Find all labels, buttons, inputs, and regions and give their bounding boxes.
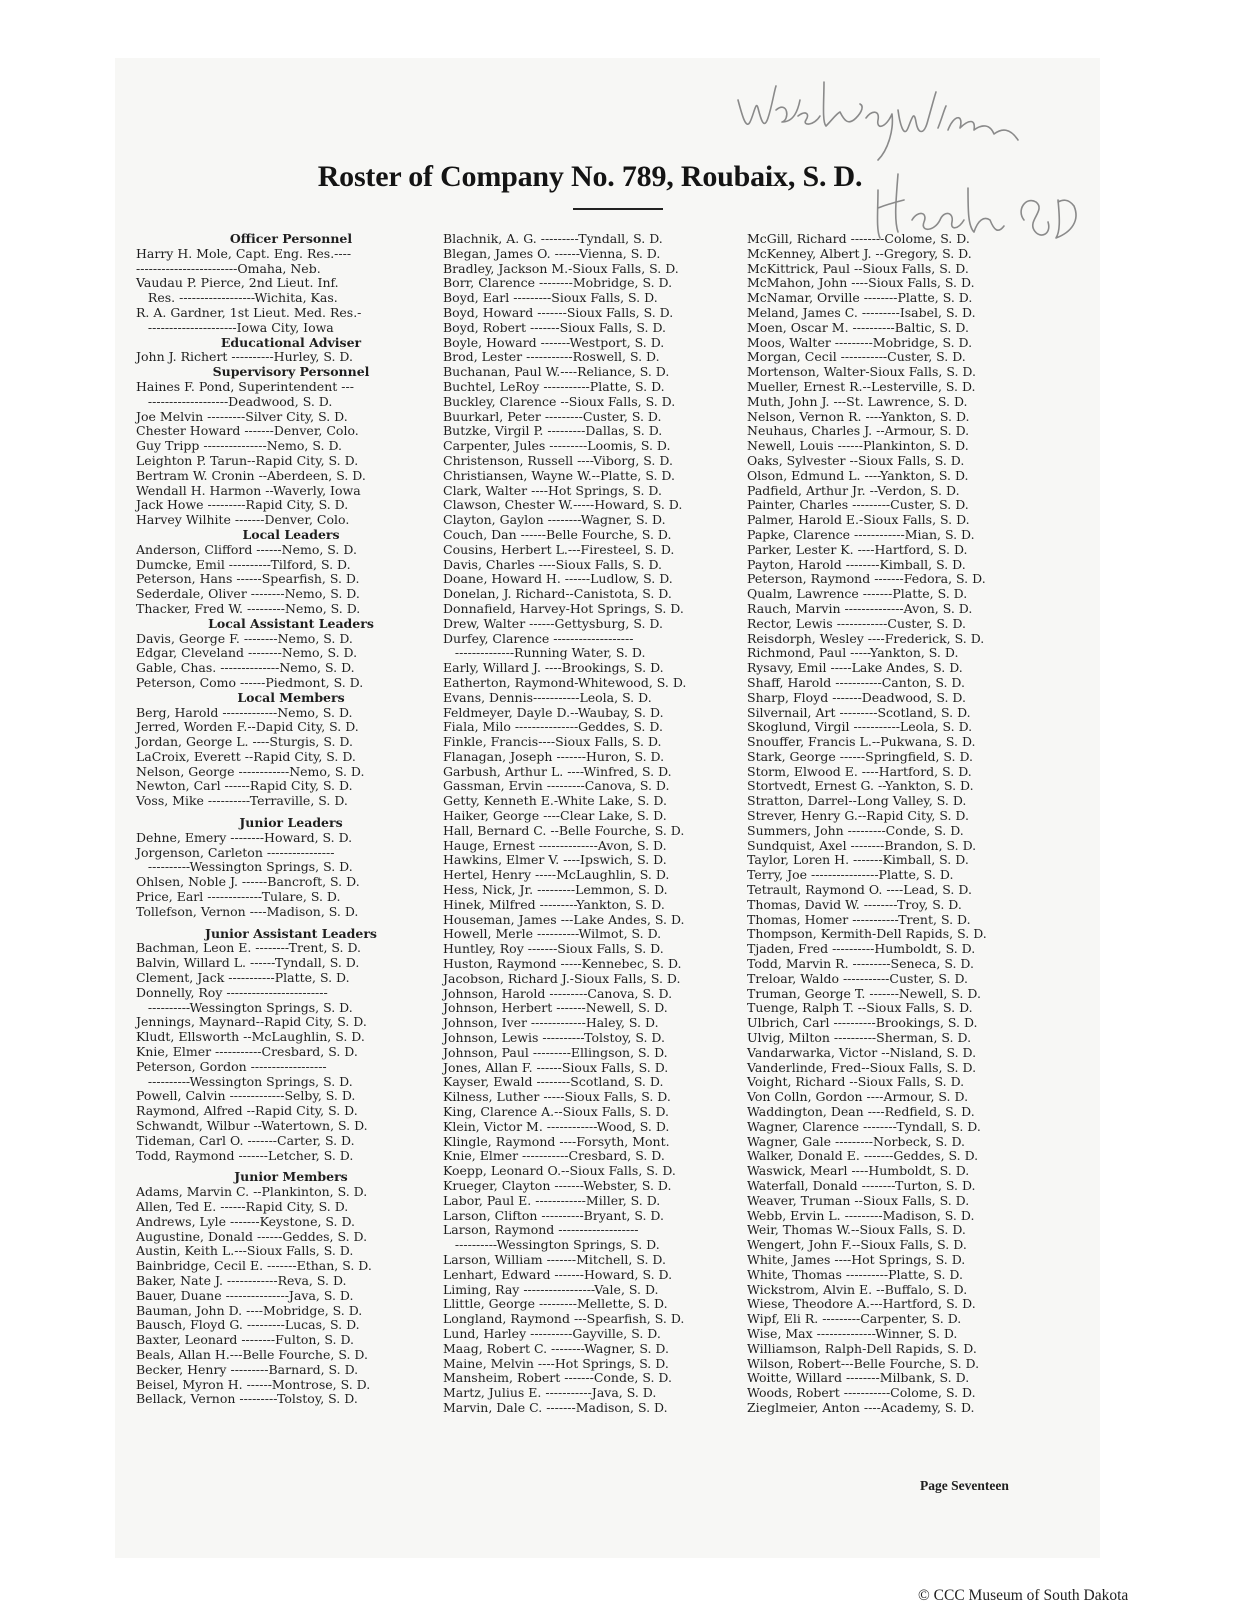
roster-entry: Res. ------------------Wichita, Kas.: [136, 290, 338, 306]
roster-entry: ----------Wessington Springs, S. D.: [136, 859, 353, 875]
roster-entry: Stortvedt, Ernest G. --Yankton, S. D.: [747, 778, 974, 794]
roster-entry: Hess, Nick, Jr. ---------Lemmon, S. D.: [443, 882, 668, 898]
roster-entry: Haiker, George ----Clear Lake, S. D.: [443, 808, 667, 824]
roster-entry: Vaudau P. Pierce, 2nd Lieut. Inf.: [136, 275, 339, 291]
roster-entry: Qualm, Lawrence -------Platte, S. D.: [747, 586, 968, 602]
roster-entry: Bauman, John D. ----Mobridge, S. D.: [136, 1302, 363, 1318]
roster-entry: Clawson, Chester W.-----Howard, S. D.: [443, 497, 683, 513]
roster-entry: Bellack, Vernon ---------Tolstoy, S. D.: [136, 1391, 358, 1407]
roster-entry: Llittle, George ---------Mellette, S. D.: [443, 1296, 668, 1312]
roster-entry: Strever, Henry G.--Rapid City, S. D.: [747, 808, 969, 824]
roster-entry: Bachman, Leon E. --------Trent, S. D.: [136, 940, 361, 956]
roster-entry: Meland, James C. ---------Isabel, S. D.: [747, 304, 976, 320]
roster-entry: Padfield, Arthur Jr. --Verdon, S. D.: [747, 482, 960, 498]
roster-entry: Feldmeyer, Dayle D.--Waubay, S. D.: [443, 704, 664, 720]
roster-entry: Wiese, Theodore A.---Hartford, S. D.: [747, 1296, 976, 1312]
roster-entry: Baker, Nate J. ------------Reva, S. D.: [136, 1272, 347, 1288]
roster-entry: Palmer, Harold E.-Sioux Falls, S. D.: [747, 512, 970, 528]
roster-entry: Koepp, Leonard O.--Sioux Falls, S. D.: [443, 1163, 676, 1179]
roster-entry: Vanderlinde, Fred--Sioux Falls, S. D.: [747, 1059, 977, 1075]
roster-entry: Jones, Allan F. ------Sioux Falls, S. D.: [443, 1059, 669, 1075]
roster-entry: Dumcke, Emil ----------Tilford, S. D.: [136, 556, 351, 572]
roster-entry: Hall, Bernard C. --Belle Fourche, S. D.: [443, 822, 685, 838]
roster-entry: King, Clarence A.--Sioux Falls, S. D.: [443, 1104, 670, 1120]
roster-entry: Harvey Wilhite -------Denver, Colo.: [136, 512, 350, 528]
roster-entry: Howell, Merle ----------Wilmot, S. D.: [443, 926, 662, 942]
roster-entry: McKittrick, Paul --Sioux Falls, S. D.: [747, 260, 969, 276]
roster-entry: Durfey, Clarence -------------------: [443, 630, 634, 646]
roster-entry: Johnson, Iver -------------Haley, S. D.: [443, 1015, 659, 1031]
roster-entry: Terry, Joe ----------------Platte, S. D.: [747, 867, 954, 883]
roster-entry: Larson, Clifton ----------Bryant, S. D.: [443, 1207, 664, 1223]
roster-entry: Raymond, Alfred --Rapid City, S. D.: [136, 1103, 358, 1119]
roster-entry: Rauch, Marvin --------------Avon, S. D.: [747, 600, 973, 616]
roster-entry: Clement, Jack -----------Platte, S. D.: [136, 970, 350, 986]
roster-entry: Bertram W. Cronin --Aberdeen, S. D.: [136, 467, 366, 483]
roster-entry: Huston, Raymond -----Kennebec, S. D.: [443, 956, 682, 972]
section-heading: Junior Members: [234, 1169, 348, 1185]
roster-entry: Mortenson, Walter-Sioux Falls, S. D.: [747, 364, 976, 380]
roster-entry: Garbush, Arthur L. ----Winfred, S. D.: [443, 763, 672, 779]
roster-entry: Klein, Victor M. ------------Wood, S. D.: [443, 1118, 670, 1134]
section-heading: Local Members: [237, 689, 345, 705]
roster-entry: Voss, Mike ----------Terraville, S. D.: [136, 793, 348, 809]
roster-entry: Hawkins, Elmer V. ----Ipswich, S. D.: [443, 852, 667, 868]
page-number: Page Seventeen: [920, 1478, 1009, 1493]
roster-entry: LaCroix, Everett --Rapid City, S. D.: [136, 748, 356, 764]
roster-entry: Boyd, Robert -------Sioux Falls, S. D.: [443, 319, 667, 335]
roster-entry: Mansheim, Robert -------Conde, S. D.: [443, 1370, 672, 1386]
roster-entry: Price, Earl -------------Tulare, S. D.: [136, 889, 341, 905]
roster-entry: Longland, Raymond ---Spearfish, S. D.: [443, 1311, 685, 1327]
roster-entry: Beisel, Myron H. ------Montrose, S. D.: [136, 1376, 371, 1392]
roster-entry: Gassman, Ervin ---------Canova, S. D.: [443, 778, 670, 794]
roster-entry: Hertel, Henry -----McLaughlin, S. D.: [443, 867, 670, 883]
roster-entry: Newell, Louis ------Plankinton, S. D.: [747, 438, 969, 454]
roster-entry: Kilness, Luther -----Sioux Falls, S. D.: [443, 1089, 671, 1105]
roster-entry: Cousins, Herbert L.---Firesteel, S. D.: [443, 541, 675, 557]
roster-entry: Knie, Elmer -----------Cresbard, S. D.: [136, 1044, 358, 1060]
roster-entry: Davis, George F. --------Nemo, S. D.: [136, 630, 353, 646]
roster-entry: -------------------Deadwood, S. D.: [136, 393, 333, 409]
roster-entry: Rector, Lewis ------------Custer, S. D.: [747, 615, 966, 631]
roster-entry: Tjaden, Fred ----------Humboldt, S. D.: [747, 941, 976, 957]
roster-entry: Kayser, Ewald --------Scotland, S. D.: [443, 1074, 664, 1090]
roster-entry: Treloar, Waldo -----------Custer, S. D.: [747, 970, 969, 986]
roster-entry: Wendall H. Harmon --Waverly, Iowa: [136, 482, 361, 498]
roster-entry: McGill, Richard --------Colome, S. D.: [747, 231, 970, 246]
roster-entry: Maag, Robert C. --------Wagner, S. D.: [443, 1340, 669, 1356]
roster-entry: Boyd, Earl ---------Sioux Falls, S. D.: [443, 290, 658, 306]
roster-entry: Tetrault, Raymond O. ----Lead, S. D.: [747, 882, 972, 898]
roster-entry: Knie, Elmer -----------Cresbard, S. D.: [443, 1148, 665, 1164]
roster-entry: Sederdale, Oliver --------Nemo, S. D.: [136, 586, 360, 602]
roster-entry: Waswick, Mearl ----Humboldt, S. D.: [747, 1163, 970, 1179]
roster-entry: Flanagan, Joseph -------Huron, S. D.: [443, 748, 665, 764]
roster-entry: Voight, Richard --Sioux Falls, S. D.: [747, 1074, 965, 1090]
roster-entry: Todd, Raymond -------Letcher, S. D.: [136, 1147, 354, 1163]
roster-entry: Edgar, Cleveland --------Nemo, S. D.: [136, 645, 358, 661]
roster-entry: Buchtel, LeRoy -----------Platte, S. D.: [443, 378, 665, 394]
roster-entry: Ulbrich, Carl ----------Brookings, S. D.: [747, 1015, 978, 1031]
roster-entry: Waterfall, Donald --------Turton, S. D.: [747, 1178, 976, 1193]
roster-entry: Couch, Dan ------Belle Fourche, S. D.: [443, 526, 672, 542]
roster-entry: Chester Howard -------Denver, Colo.: [136, 423, 359, 439]
roster-entry: Tuenge, Ralph T. --Sioux Falls, S. D.: [747, 1000, 973, 1016]
roster-entry: Williamson, Ralph-Dell Rapids, S. D.: [747, 1340, 977, 1356]
roster-entry: White, Thomas ----------Platte, S. D.: [747, 1266, 963, 1282]
roster-entry: Walker, Donald E. -------Geddes, S. D.: [747, 1148, 979, 1164]
roster-entry: Becker, Henry ---------Barnard, S. D.: [136, 1361, 359, 1377]
roster-entry: Liming, Ray -----------------Vale, S. D.: [443, 1281, 659, 1297]
section-heading: Officer Personnel: [229, 231, 353, 246]
roster-entry: Christenson, Russell ----Viborg, S. D.: [443, 452, 673, 468]
roster-entry: Martz, Julius E. -----------Java, S. D.: [443, 1385, 657, 1401]
roster-entry: Huntley, Roy -------Sioux Falls, S. D.: [443, 941, 664, 957]
roster-entry: Truman, George T. -------Newell, S. D.: [747, 985, 981, 1001]
roster-entry: Donelan, J. Richard--Canistota, S. D.: [443, 586, 672, 602]
roster-entry: Morgan, Cecil -----------Custer, S. D.: [747, 349, 966, 365]
roster-entry: Carpenter, Jules ---------Loomis, S. D.: [443, 438, 671, 454]
roster-entry: Wilson, Robert---Belle Fourche, S. D.: [747, 1355, 980, 1371]
roster-entry: Buchanan, Paul W.----Reliance, S. D.: [443, 364, 670, 380]
roster-entry: Moos, Walter ---------Mobridge, S. D.: [747, 334, 973, 350]
roster-entry: Labor, Paul E. ------------Miller, S. D.: [443, 1192, 661, 1208]
roster-entry: Reisdorph, Wesley ----Frederick, S. D.: [747, 630, 985, 646]
roster-entry: Stark, George ------Springfield, S. D.: [747, 748, 974, 764]
roster-entry: Guy Tripp ---------------Nemo, S. D.: [136, 438, 342, 454]
roster-entry: Adams, Marvin C. --Plankinton, S. D.: [136, 1184, 368, 1200]
roster-entry: Von Colln, Gordon ----Armour, S. D.: [747, 1089, 969, 1105]
roster-entry: Klingle, Raymond ----Forsyth, Mont.: [443, 1133, 670, 1149]
roster-entry: R. A. Gardner, 1st Lieut. Med. Res.-: [136, 304, 362, 320]
roster-entry: Taylor, Loren H. -------Kimball, S. D.: [747, 852, 969, 868]
roster-entry: Lund, Harley ----------Gayville, S. D.: [443, 1325, 661, 1341]
roster-entry: Donnafield, Harvey-Hot Springs, S. D.: [443, 600, 684, 616]
roster-entry: Fiala, Milo ---------------Geddes, S. D.: [443, 719, 663, 735]
roster-entry: Payton, Harold --------Kimball, S. D.: [747, 556, 966, 572]
roster-entry: ------------------------Omaha, Neb.: [136, 260, 321, 276]
roster-entry: Hinek, Milfred ---------Yankton, S. D.: [443, 896, 665, 912]
roster-entry: Baxter, Leonard --------Fulton, S. D.: [136, 1332, 355, 1348]
roster-entry: Stratton, Darrel--Long Valley, S. D.: [747, 793, 967, 809]
roster-entry: Woitte, Willard --------Milbank, S. D.: [747, 1370, 970, 1386]
roster-entry: ----------Wessington Springs, S. D.: [443, 1237, 660, 1253]
roster-entry: Gable, Chas. --------------Nemo, S. D.: [136, 660, 355, 676]
roster-entry: Kludt, Ellsworth --McLaughlin, S. D.: [136, 1029, 365, 1045]
section-heading: Local Assistant Leaders: [208, 615, 374, 631]
section-heading: Educational Adviser: [220, 334, 362, 350]
roster-entry: Blegan, James O. ------Vienna, S. D.: [443, 245, 661, 261]
roster-entry: Jerred, Worden F.--Dapid City, S. D.: [136, 719, 359, 735]
roster-entry: Leighton P. Tarun--Rapid City, S. D.: [136, 452, 359, 468]
roster-entry: Johnson, Herbert -------Newell, S. D.: [443, 1000, 668, 1016]
roster-entry: Jack Howe ---------Rapid City, S. D.: [136, 497, 349, 513]
roster-entry: Johnson, Harold ---------Canova, S. D.: [443, 985, 673, 1001]
section-heading: Junior Leaders: [239, 815, 343, 831]
roster-entry: ---------------------Iowa City, Iowa: [136, 319, 334, 335]
roster-entry: Bausch, Floyd G. ---------Lucas, S. D.: [136, 1317, 360, 1333]
roster-entry: Larson, Raymond -------------------: [443, 1222, 639, 1238]
roster-entry: Balvin, Willard L. ------Tyndall, S. D.: [136, 955, 360, 971]
roster-entry: Storm, Elwood E. ----Hartford, S. D.: [747, 763, 972, 779]
roster-entry: Snouffer, Francis L.--Pukwana, S. D.: [747, 734, 976, 750]
roster-entry: Thomas, Homer -----------Trent, S. D.: [747, 911, 971, 927]
roster-entry: Johnson, Paul ---------Ellingson, S. D.: [443, 1044, 668, 1060]
roster-entry: Vandarwarka, Victor --Nisland, S. D.: [747, 1044, 977, 1060]
roster-entry: --------------Running Water, S. D.: [443, 645, 646, 661]
roster-entry: Sharp, Floyd -------Deadwood, S. D.: [747, 689, 966, 705]
roster-entry: McNamar, Orville --------Platte, S. D.: [747, 290, 973, 306]
roster-entry: Bainbridge, Cecil E. -------Ethan, S. D.: [136, 1258, 372, 1274]
roster-entry: Dehne, Emery --------Howard, S. D.: [136, 829, 353, 845]
roster-entry: Davis, Charles ----Sioux Falls, S. D.: [443, 556, 663, 572]
roster-entry: Muth, John J. ---St. Lawrence, S. D.: [747, 393, 968, 409]
roster-entry: Andrews, Lyle -------Keystone, S. D.: [136, 1213, 356, 1229]
roster-entry: Joe Melvin ---------Silver City, S. D.: [136, 408, 348, 424]
roster-entry: Christiansen, Wayne W.--Platte, S. D.: [443, 467, 675, 483]
roster-entry: Eatherton, Raymond-Whitewood, S. D.: [443, 674, 687, 690]
roster-entry: Shaff, Harold -----------Canton, S. D.: [747, 674, 965, 690]
roster-entry: Nelson, George ------------Nemo, S. D.: [136, 763, 365, 779]
roster-entry: Thacker, Fred W. ---------Nemo, S. D.: [136, 600, 361, 616]
roster-entry: Buckley, Clarence --Sioux Falls, S. D.: [443, 393, 676, 409]
roster-entry: Painter, Charles ---------Custer, S. D.: [747, 497, 969, 513]
roster-entry: Austin, Keith L.---Sioux Falls, S. D.: [136, 1243, 354, 1259]
roster-entry: Marvin, Dale C. -------Madison, S. D.: [443, 1399, 668, 1415]
roster-entry: Harry H. Mole, Capt. Eng. Res.----: [136, 245, 352, 261]
roster-entry: Boyle, Howard -------Westport, S. D.: [443, 334, 665, 350]
roster-entry: Schwandt, Wilbur --Watertown, S. D.: [136, 1118, 368, 1134]
roster-entry: Todd, Marvin R. ---------Seneca, S. D.: [747, 956, 974, 972]
roster-entry: ----------Wessington Springs, S. D.: [136, 999, 353, 1015]
roster-entry: Wagner, Clarence --------Tyndall, S. D.: [747, 1118, 981, 1134]
roster-entry: Wipf, Eli R. ---------Carpenter, S. D.: [747, 1311, 962, 1327]
roster-entry: Peterson, Como ------Piedmont, S. D.: [136, 674, 364, 690]
roster-entry: Donnelly, Roy ------------------------: [136, 984, 328, 1000]
roster-entry: John J. Richert ----------Hurley, S. D.: [136, 349, 353, 365]
roster-entry: Johnson, Lewis ----------Tolstoy, S. D.: [443, 1030, 665, 1046]
roster-entry: Wengert, John F.--Sioux Falls, S. D.: [747, 1237, 967, 1253]
roster-entry: Beals, Allan H.---Belle Fourche, S. D.: [136, 1346, 368, 1362]
roster-entry: Richmond, Paul -----Yankton, S. D.: [747, 645, 959, 661]
section-heading: Supervisory Personnel: [212, 364, 370, 380]
roster-entry: Bradley, Jackson M.-Sioux Falls, S. D.: [443, 260, 679, 276]
copyright-notice: © CCC Museum of South Dakota: [918, 1587, 1129, 1604]
roster-entry: Doane, Howard H. ------Ludlow, S. D.: [443, 571, 673, 587]
roster-entry: Peterson, Gordon ------------------: [136, 1058, 327, 1074]
roster-entry: Larson, William -------Mitchell, S. D.: [443, 1251, 666, 1267]
roster-entry: Clayton, Gaylon --------Wagner, S. D.: [443, 512, 666, 528]
roster-entry: Jorgenson, Carleton ----------------: [136, 844, 335, 860]
roster-entry: Wise, Max --------------Winner, S. D.: [747, 1325, 958, 1341]
roster-entry: Skoglund, Virgil -----------Leola, S. D.: [747, 719, 973, 735]
roster-entry: Oaks, Sylvester --Sioux Falls, S. D.: [747, 452, 965, 468]
section-heading: Local Leaders: [242, 526, 340, 542]
roster-entry: Blachnik, A. G. ---------Tyndall, S. D.: [443, 231, 663, 246]
title-rule: [573, 208, 663, 210]
roster-entry: Weir, Thomas W.--Sioux Falls, S. D.: [747, 1222, 966, 1238]
roster-entry: Ulvig, Milton ----------Sherman, S. D.: [747, 1030, 972, 1046]
roster-entry: Borr, Clarence --------Mobridge, S. D.: [443, 275, 673, 291]
roster-entry: Nelson, Vernon R. ----Yankton, S. D.: [747, 408, 970, 424]
roster-entry: ----------Wessington Springs, S. D.: [136, 1073, 353, 1089]
roster-entry: Allen, Ted E. ------Rapid City, S. D.: [136, 1199, 349, 1214]
roster-entry: Houseman, James ---Lake Andes, S. D.: [443, 911, 685, 927]
roster-entry: Olson, Edmund L. ----Yankton, S. D.: [747, 467, 969, 483]
roster-entry: Butzke, Virgil P. ---------Dallas, S. D.: [443, 423, 663, 439]
roster-entry: Buurkarl, Peter ---------Custer, S. D.: [443, 408, 662, 424]
roster-entry: Getty, Kenneth E.-White Lake, S. D.: [443, 793, 667, 809]
roster-entry: Drew, Walter ------Gettysburg, S. D.: [443, 615, 663, 631]
roster-entry: Wickstrom, Alvin E. --Buffalo, S. D.: [747, 1281, 968, 1297]
roster-entry: Tideman, Carl O. -------Carter, S. D.: [136, 1132, 355, 1148]
roster-entry: Hauge, Ernest --------------Avon, S. D.: [443, 837, 667, 853]
roster-entry: Silvernail, Art ---------Scotland, S. D.: [747, 704, 971, 720]
roster-entry: Weaver, Truman --Sioux Falls, S. D.: [747, 1192, 970, 1208]
roster-entry: Anderson, Clifford ------Nemo, S. D.: [136, 541, 357, 557]
roster-entry: McMahon, John ----Sioux Falls, S. D.: [747, 275, 975, 291]
roster-entry: Maine, Melvin ----Hot Springs, S. D.: [443, 1355, 669, 1371]
roster-entry: Lenhart, Edward -------Howard, S. D.: [443, 1266, 673, 1282]
roster-entry: Parker, Lester K. ----Hartford, S. D.: [747, 541, 968, 557]
roster-entry: Sundquist, Axel --------Brandon, S. D.: [747, 837, 977, 853]
roster-entry: Peterson, Hans ------Spearfish, S. D.: [136, 571, 360, 587]
roster-entry: Finkle, Francis----Sioux Falls, S. D.: [443, 734, 662, 750]
roster-entry: McKenney, Albert J. --Gregory, S. D.: [747, 245, 972, 261]
roster-entry: Jennings, Maynard--Rapid City, S. D.: [136, 1014, 367, 1030]
roster-entry: Rysavy, Emil -----Lake Andes, S. D.: [747, 660, 963, 676]
roster-entry: Woods, Robert -----------Colome, S. D.: [747, 1385, 976, 1401]
roster-entry: Powell, Calvin -------------Selby, S. D.: [136, 1088, 356, 1104]
roster-entry: Boyd, Howard -------Sioux Falls, S. D.: [443, 304, 674, 320]
roster-entry: Zieglmeier, Anton ----Academy, S. D.: [747, 1399, 975, 1415]
roster-entry: Krueger, Clayton -------Webster, S. D.: [443, 1178, 672, 1193]
roster-entry: Neuhaus, Charles J. --Armour, S. D.: [747, 423, 970, 439]
roster-entry: Bauer, Duane ---------------Java, S. D.: [136, 1287, 354, 1303]
roster-entry: Tollefson, Vernon ----Madison, S. D.: [136, 903, 359, 919]
roster-entry: Moen, Oscar M. ----------Baltic, S. D.: [747, 319, 969, 335]
roster-entry: Papke, Clarence ------------Mian, S. D.: [747, 526, 975, 542]
roster-entry: Early, Willard J. ----Brookings, S. D.: [443, 660, 664, 676]
section-heading: Junior Assistant Leaders: [205, 925, 377, 941]
page-title: Roster of Company No. 789, Roubaix, S. D.: [317, 160, 863, 193]
roster-entry: Evans, Dennis-----------Leola, S. D.: [443, 689, 652, 705]
roster-column-1: [136, 232, 436, 1407]
roster-entry: Brod, Lester -----------Roswell, S. D.: [443, 349, 660, 365]
roster-entry: Thompson, Kermith-Dell Rapids, S. D.: [747, 926, 987, 942]
roster-entry: Peterson, Raymond -------Fedora, S. D.: [747, 571, 986, 587]
roster-entry: White, James ----Hot Springs, S. D.: [747, 1251, 966, 1267]
roster-entry: Summers, John ---------Conde, S. D.: [747, 822, 964, 838]
roster-entry: Haines F. Pond, Superintendent ---: [136, 378, 354, 394]
roster-entry: Augustine, Donald ------Geddes, S. D.: [136, 1228, 368, 1244]
roster-entry: Webb, Ervin L. ---------Madison, S. D.: [747, 1207, 975, 1223]
roster-entry: Wagner, Gale ---------Norbeck, S. D.: [747, 1133, 966, 1149]
roster-entry: Jordan, George L. ----Sturgis, S. D.: [136, 734, 353, 750]
roster-entry: Mueller, Ernest R.--Lesterville, S. D.: [747, 378, 976, 394]
roster-column-2: [443, 232, 743, 1416]
roster-entry: Ohlsen, Noble J. ------Bancroft, S. D.: [136, 874, 360, 890]
roster-entry: Waddington, Dean ----Redfield, S. D.: [747, 1104, 975, 1120]
roster-entry: Thomas, David W. --------Troy, S. D.: [747, 896, 962, 912]
roster-entry: Newton, Carl ------Rapid City, S. D.: [136, 778, 353, 794]
roster-entry: Clark, Walter ----Hot Springs, S. D.: [443, 482, 662, 498]
roster-column-3: [747, 232, 1047, 1416]
roster-entry: Berg, Harold -------------Nemo, S. D.: [136, 704, 353, 720]
roster-entry: Jacobson, Richard J.-Sioux Falls, S. D.: [443, 970, 681, 986]
